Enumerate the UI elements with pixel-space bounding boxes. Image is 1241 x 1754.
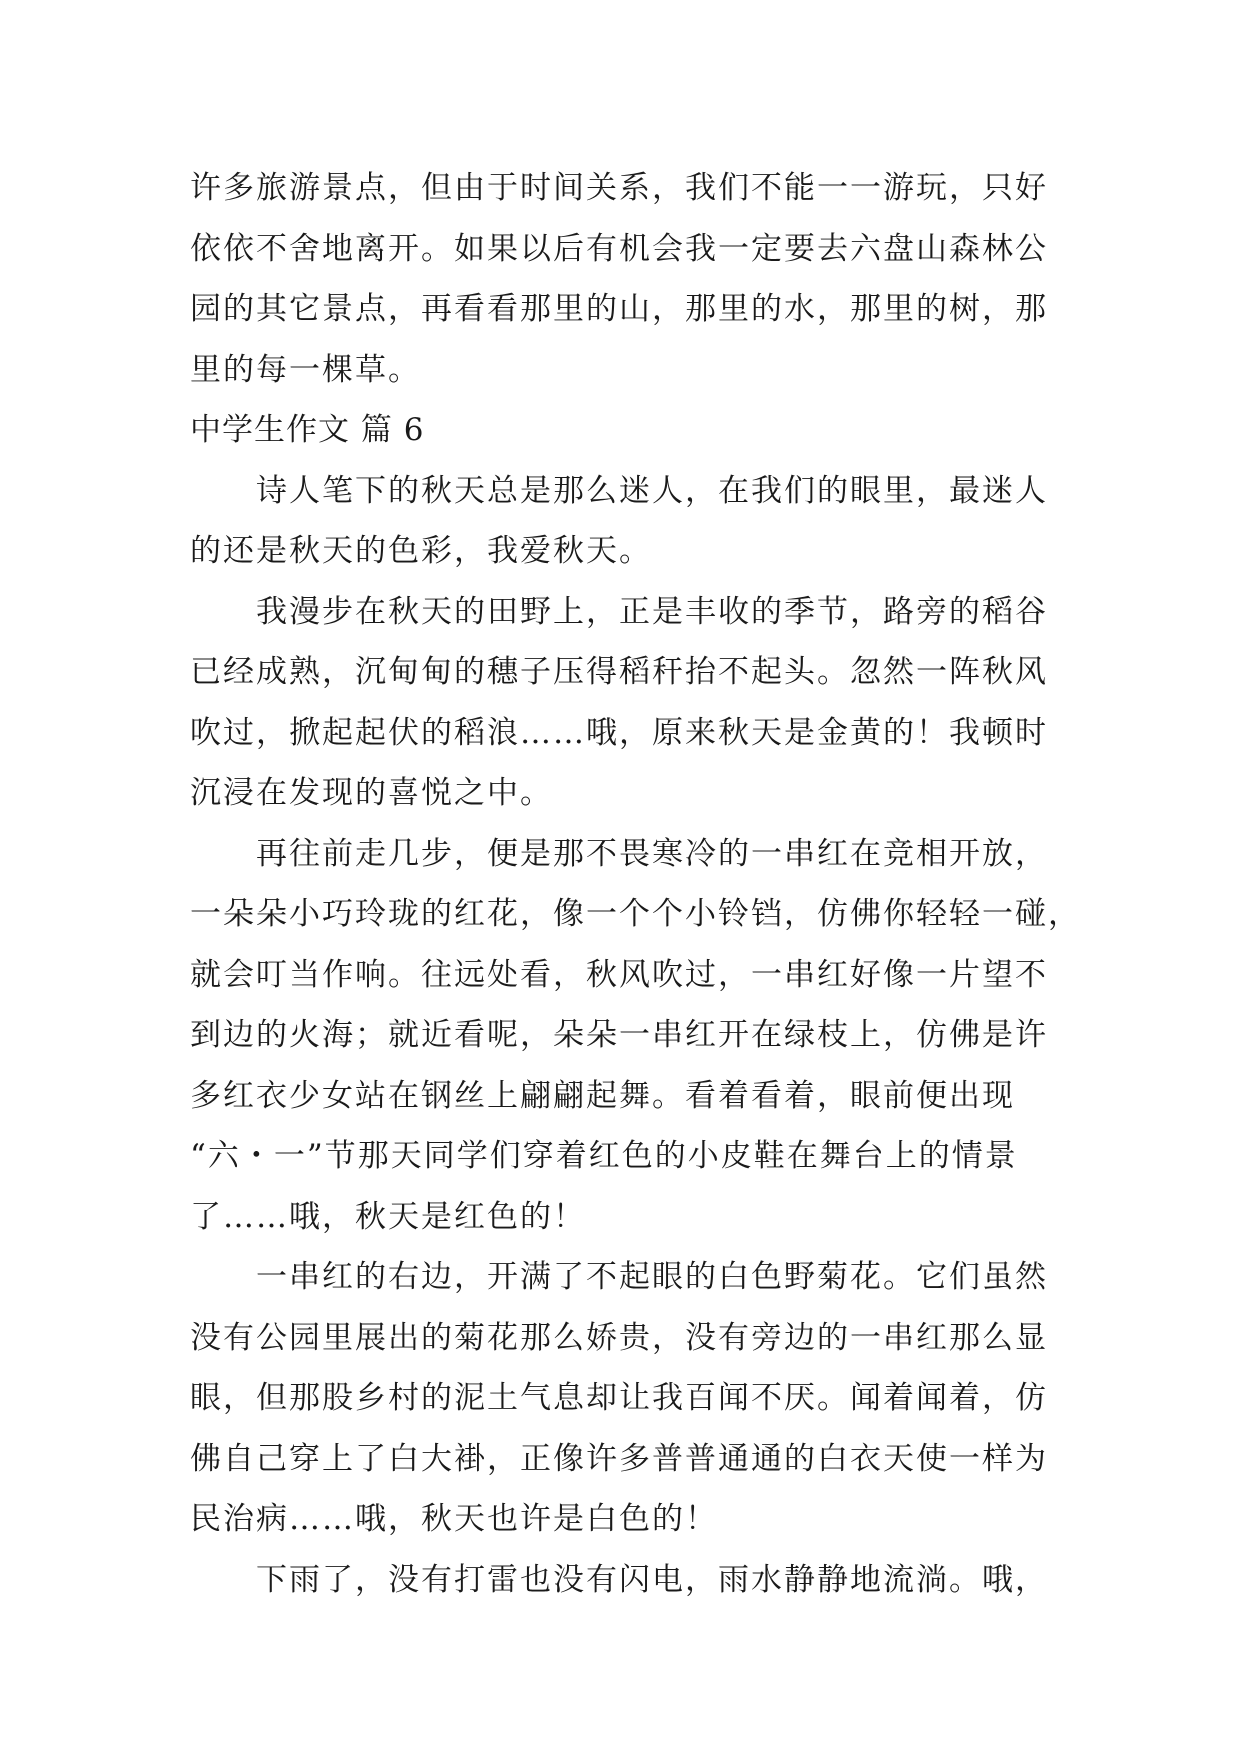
text-line: 下雨了，没有打雷也没有闪电，雨水静静地流淌。哦， <box>256 1561 1048 1598</box>
text-line: 一朵朵小巧玲珑的红花，像一个个小铃铛，仿佛你轻轻一碰， <box>190 896 1081 932</box>
paragraph-4 <box>190 1247 1050 1550</box>
paragraph-1 <box>190 461 1050 582</box>
section-heading: 中学生作文 篇 6 <box>190 412 425 448</box>
text-line: 到边的火海；就近看呢，朵朵一串红开在绿枝上，仿佛是许 <box>190 1017 1048 1053</box>
text-line: 许多旅游景点，但由于时间关系，我们不能一一游玩，只好 <box>190 170 1048 206</box>
text-line: 没有公园里展出的菊花那么娇贵，没有旁边的一串红那么显 <box>190 1319 1048 1356</box>
text-line: “六・一”节那天同学们穿着红色的小皮鞋在舞台上的情景 <box>190 1138 1018 1174</box>
text-line: 了……哦，秋天是红色的！ <box>190 1198 586 1235</box>
text-line: 眼，但那股乡村的泥土气息却让我百闻不厌。闻着闻着，仿 <box>190 1380 1048 1416</box>
text-line: 的还是秋天的色彩，我爱秋天。 <box>190 533 652 569</box>
text-line: 佛自己穿上了白大褂，正像许多普普通通的白衣天使一样为 <box>190 1440 1048 1477</box>
text-line: 沉浸在发现的喜悦之中。 <box>190 775 553 811</box>
text-line: 一串红的右边，开满了不起眼的白色野菊花。它们虽然 <box>256 1259 1048 1295</box>
text-line: 我漫步在秋天的田野上，正是丰收的季节，路旁的稻谷 <box>256 593 1048 630</box>
text-line: 民治病……哦，秋天也许是白色的！ <box>190 1501 718 1537</box>
text-line: 就会叮当作响。往远处看，秋风吹过，一串红好像一片望不 <box>190 956 1048 993</box>
paragraph-5 <box>190 1550 1050 1611</box>
previous-paragraph <box>190 158 1050 400</box>
paragraph-2 <box>190 582 1050 824</box>
text-line: 园的其它景点，再看看那里的山，那里的水，那里的树，那 <box>190 291 1048 327</box>
paragraph-3 <box>190 824 1081 1248</box>
text-line: 诗人笔下的秋天总是那么迷人，在我们的眼里，最迷人 <box>256 472 1048 509</box>
text-line: 已经成熟，沉甸甸的穗子压得稻秆抬不起头。忽然一阵秋风 <box>190 654 1048 690</box>
text-line: 再往前走几步，便是那不畏寒冷的一串红在竞相开放， <box>256 835 1048 872</box>
text-line: 里的每一棵草。 <box>190 351 421 388</box>
text-line: 依依不舍地离开。如果以后有机会我一定要去六盘山森林公 <box>190 230 1048 267</box>
text-line: 吹过，掀起起伏的稻浪……哦，原来秋天是金黄的！我顿时 <box>190 714 1048 751</box>
article-body <box>190 158 1081 1610</box>
text-line: 多红衣少女站在钢丝上翩翩起舞。看着看着，眼前便出现 <box>190 1077 1015 1114</box>
